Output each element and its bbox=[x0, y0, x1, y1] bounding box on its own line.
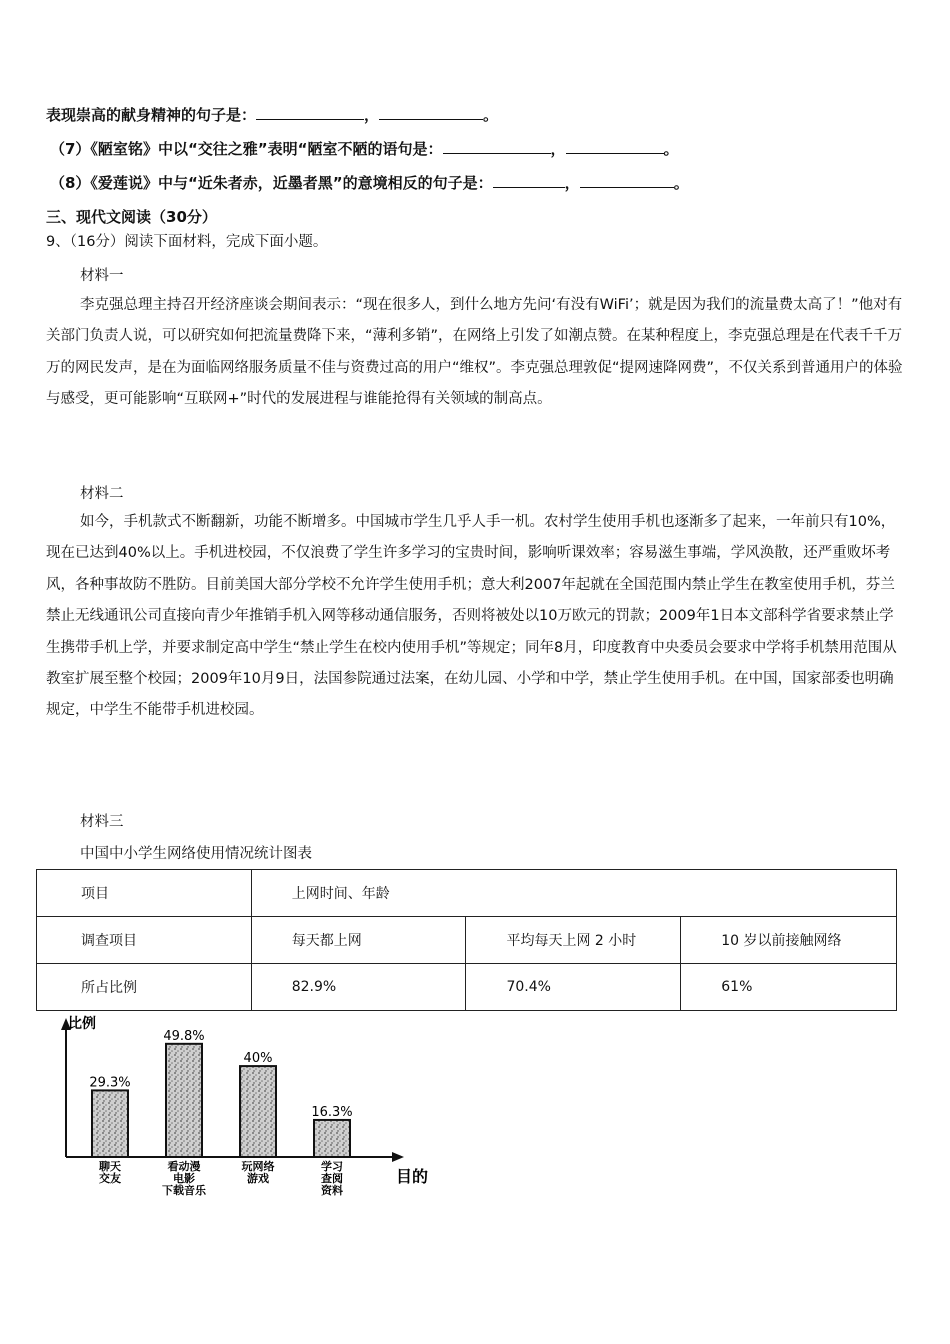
y-axis-label: 比例 bbox=[68, 1016, 96, 1032]
blank-line-3 bbox=[50, 172, 689, 193]
material-2-title: 材料二 bbox=[80, 486, 124, 502]
material-1-text: 李克强总理主持召开经济座谈会期间表示：“现在很多人，到什么地方先问‘有没有WiFi’；就是因为我们的流量费太高了！”他对有关部门负责人说，可以研究如何把流量费降下来，“薄利多销”，在网络上引发了如潮点赞。在某种程度上，李克强总理是在代表千千万万的网民发声，是在为面临网络服务质量不佳与资费过高的用户“维权”。李克强总理敦促“提网速降网费”，不仅关系到普通用户的体验与感受，更可能影响“互联网+”时代的发展进程与谁能抢得有关领域的制高点。 bbox=[46, 297, 903, 408]
comma: ， bbox=[550, 140, 566, 158]
comma: ， bbox=[564, 174, 580, 192]
period: 。 bbox=[673, 174, 689, 192]
bar-value-label: 16.3% bbox=[311, 1104, 353, 1120]
bar-chart bbox=[36, 1012, 456, 1202]
bar-value-label: 49.8% bbox=[163, 1028, 205, 1044]
period: 。 bbox=[663, 140, 679, 158]
bar-value-label: 40% bbox=[243, 1051, 273, 1067]
category-label: 学习查阅资料 bbox=[321, 1160, 343, 1197]
table-row bbox=[37, 964, 897, 1011]
answer-blank[interactable] bbox=[580, 173, 674, 188]
material-1-title: 材料一 bbox=[80, 268, 124, 284]
blank-line-2 bbox=[50, 138, 679, 159]
answer-blank[interactable] bbox=[256, 105, 364, 120]
category-label: 聊天交友 bbox=[99, 1160, 121, 1185]
section-title: 三、现代文阅读（30分） bbox=[46, 208, 217, 226]
answer-blank[interactable] bbox=[443, 139, 551, 154]
bar-value-label: 29.3% bbox=[89, 1075, 131, 1091]
question-heading: 9、（16分）阅读下面材料，完成下面小题。 bbox=[46, 234, 328, 250]
bar bbox=[240, 1066, 276, 1157]
table-cell: 平均每天上网 2 小时 bbox=[466, 917, 681, 964]
bar bbox=[92, 1090, 128, 1157]
table-cell: 每天都上网 bbox=[251, 917, 466, 964]
answer-blank[interactable] bbox=[379, 105, 483, 120]
comma: ， bbox=[364, 106, 380, 124]
x-axis-label: 目的 bbox=[396, 1167, 429, 1186]
table-cell: 70.4% bbox=[466, 964, 681, 1011]
material-2-text: 如今，手机款式不断翻新，功能不断增多。中国城市学生几乎人手一机。农村学生使用手机也逐渐多了起来，一年前只有10%，现在已达到40%以上。手机进校园，不仅浪费了学生许多学习的宝贵时间，影响听课效率；容易滋生事端，学风涣散，还严重败坏考风，各种事故防不胜防。目前美国大部分学校不允许学生使用手机；意大利2007年起就在全国范围内禁止学生在教室使用手机，芬兰禁止无线通讯公司直接向青少年推销手机入网等移动通信服务，否则将被处以10万欧元的罚款；2009年1日本文部科学省要求禁止学生携带手机上学，并要求制定高中学生“禁止学生在校内使用手机”等规定；同年8月，印度教育中央委员会要求中学将手机禁用范围从教室扩展至整个校园；2009年10月9日，法国参院通过法案，在幼儿园、小学和中学，禁止学生使用手机。在中国，国家部委也明确规定，中学生不能带手机进校园。 bbox=[46, 514, 897, 719]
bar bbox=[314, 1120, 350, 1157]
answer-blank[interactable] bbox=[566, 139, 664, 154]
blank-line-2-text: （7）《陋室铭》中以“交往之雅”表明“陋室不陋的语句是： bbox=[50, 140, 443, 158]
table-cell: 上网时间、年龄 bbox=[251, 870, 896, 917]
blank-line-3-text: （8）《爱莲说》中与“近朱者赤，近墨者黑”的意境相反的句子是： bbox=[50, 174, 493, 192]
table-cell: 10 岁以前接触网络 bbox=[681, 917, 897, 964]
category-label: 看动漫电影下载音乐 bbox=[162, 1160, 206, 1197]
statistics-table bbox=[36, 869, 897, 1011]
table-row bbox=[37, 917, 897, 964]
table-cell: 61% bbox=[681, 964, 897, 1011]
answer-blank[interactable] bbox=[493, 173, 565, 188]
period: 。 bbox=[483, 106, 499, 124]
table-cell: 所占比例 bbox=[37, 964, 252, 1011]
blank-line-1 bbox=[46, 104, 498, 125]
blank-line-1-text: 表现崇高的献身精神的句子是： bbox=[46, 106, 257, 124]
chart-caption: 中国中小学生网络使用情况统计图表 bbox=[80, 846, 312, 862]
material-3-title: 材料三 bbox=[80, 814, 124, 830]
table-cell: 82.9% bbox=[251, 964, 466, 1011]
table-cell: 调查项目 bbox=[37, 917, 252, 964]
x-axis-arrow-icon bbox=[392, 1152, 404, 1162]
category-label: 玩网络游戏 bbox=[241, 1160, 275, 1185]
bar bbox=[166, 1044, 202, 1157]
table-row bbox=[37, 870, 897, 917]
table-cell: 项目 bbox=[37, 870, 252, 917]
